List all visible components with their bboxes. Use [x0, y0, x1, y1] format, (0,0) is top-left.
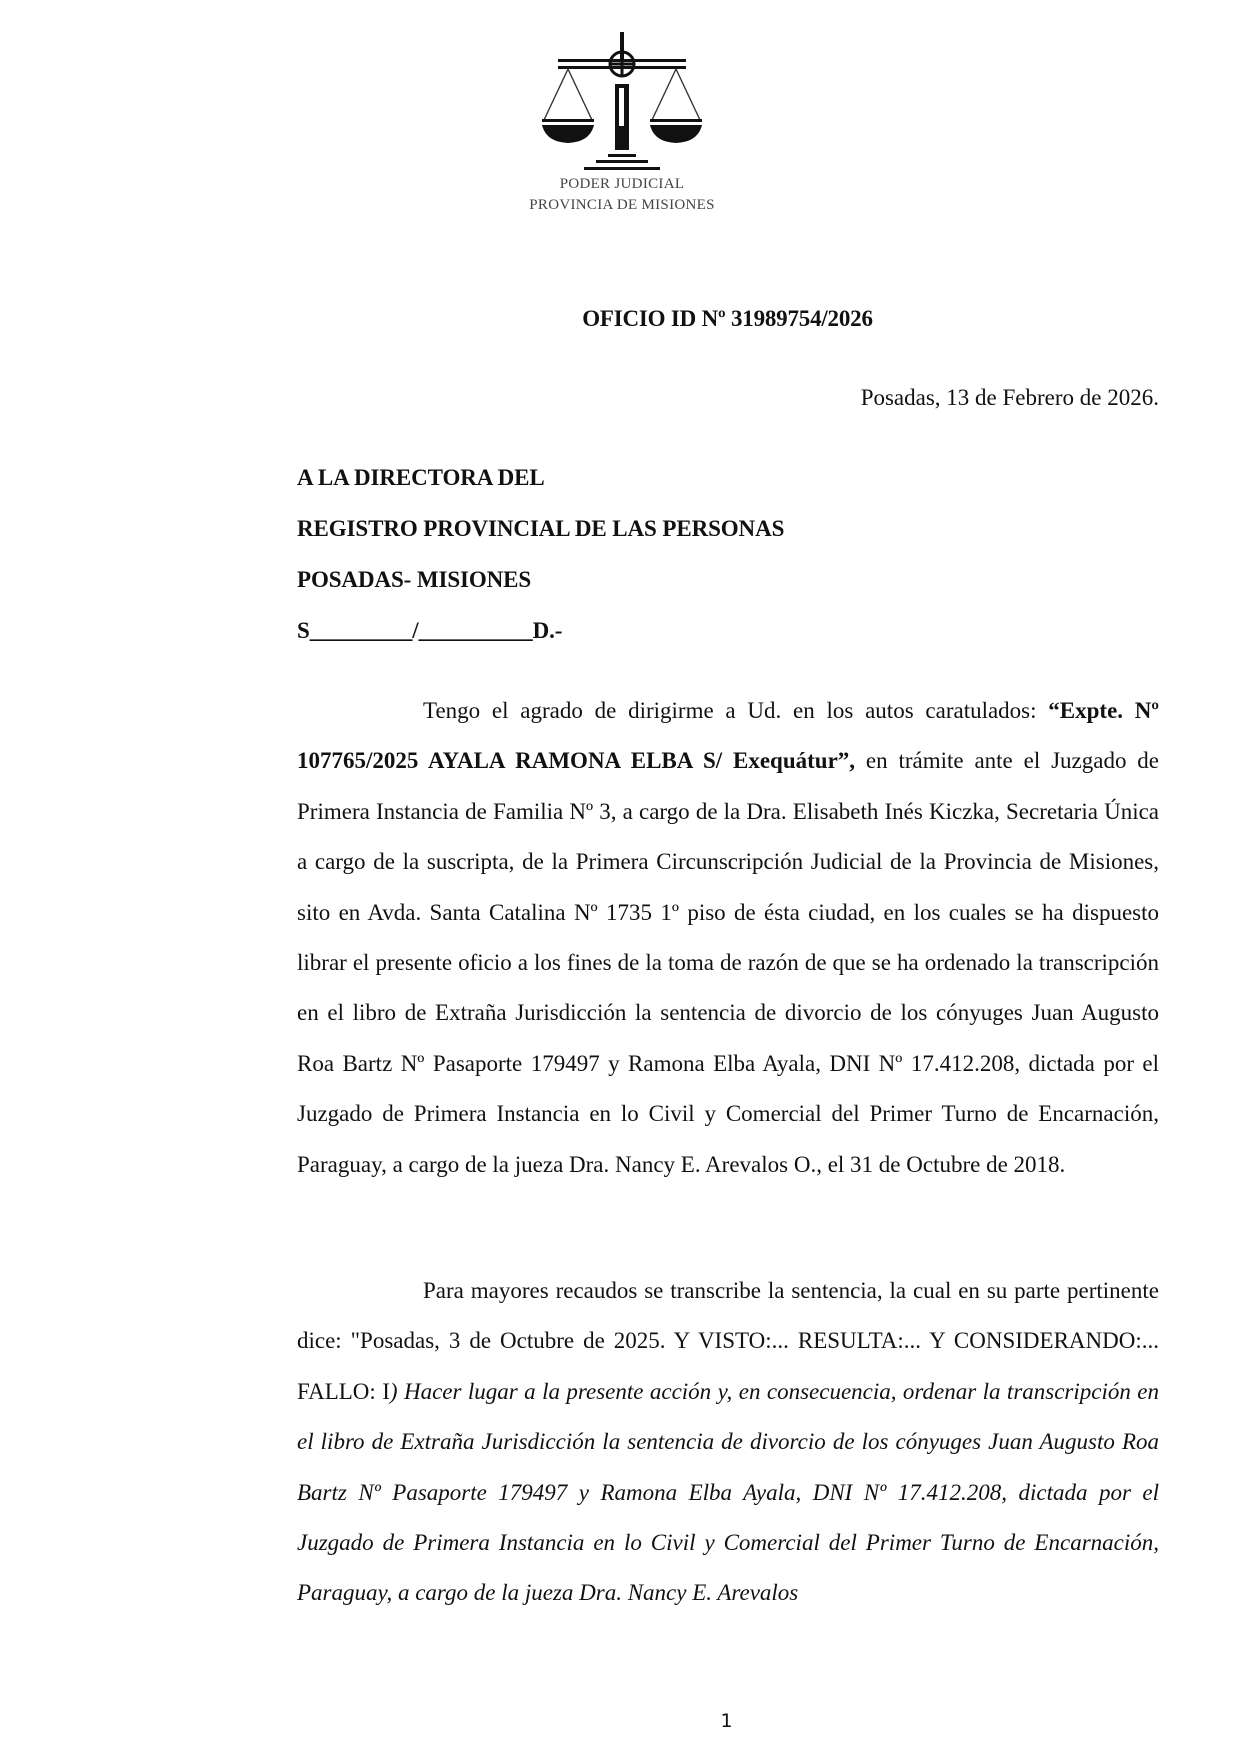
scales-of-justice-icon — [538, 30, 706, 176]
addressee-line-2: REGISTRO PROVINCIAL DE LAS PERSONAS — [297, 516, 785, 541]
paragraph-sentence-transcript — [297, 1266, 1159, 1619]
addressee-line-1: A LA DIRECTORA DEL — [297, 465, 545, 490]
paragraph-body: en trámite ante el Juzgado de Primera Instancia de Familia Nº 3, a cargo de la Dra. Elisabeth Inés Kiczka, Secretaria Única a cargo de la suscripta, de la Primera Circunscripción Judicial de la Provincia de Misiones, sito en Avda. Santa Catalina Nº 1735 1º piso de ésta ciudad, en los cuales se ha dispuesto librar el presente oficio a los fines de la toma de razón de que se ha ordenado la transcripción en el libro de Extraña Jurisdicción la sentencia de divorcio de los cónyuges Juan Augusto Roa Bartz Nº Pasaporte 179497 y Ramona Elba Ayala, DNI Nº 17.412.208, dictada por el Juzgado de Primera Instancia en lo Civil y Comercial del Primer Turno de Encarnación, Paraguay, a cargo de la jueza Dra. Nancy E. Arevalos O., el 31 de Octubre de 2018. — [297, 748, 1160, 1177]
transcript-intro: Para mayores recaudos se transcribe la sentencia, la cual en su parte pertinente dice: "Posadas, 3 de Octubre de 2025. Y VISTO:... RESULTA:... Y CONSIDERANDO:... FALLO: I — [297, 1278, 1159, 1404]
logo-text-poder-judicial: PODER JUDICIAL — [559, 176, 685, 192]
document-title: OFICIO ID Nº 31989754/2026 — [582, 306, 873, 331]
addressee-salutation: S_________/__________D.- — [297, 618, 563, 643]
paragraph-intro: Tengo el agrado de dirigirme a Ud. en los autos caratulados: — [423, 698, 1049, 723]
document-date: Posadas, 13 de Febrero de 2026. — [860, 385, 1159, 410]
paragraph-case-details — [297, 686, 1159, 1190]
logo-text-provincia: PROVINCIA DE MISIONES — [529, 197, 715, 213]
quoted-ruling: ) Hacer lugar a la presente acción y, en consecuencia, ordenar la transcripción en el libro de Extraña Jurisdicción la sentencia de divorcio de los cónyuges Juan Augusto Roa Bartz Nº Pasaporte 179497 y Ramona Elba Ayala, DNI Nº 17.412.208, dictada por el Juzgado de Primera Instancia en lo Civil y Comercial del Primer Turno de Encarnación, Paraguay, a cargo de la jueza Dra. Nancy E. Arevalos — [297, 1378, 1159, 1606]
poder-judicial-logo — [512, 30, 732, 220]
addressee-line-3: POSADAS- MISIONES — [297, 567, 532, 592]
page-number: 1 — [720, 1710, 733, 1732]
case-title: “Expte. Nº 107765/2025 AYALA RAMONA ELBA S/ Exequátur”, — [297, 698, 1160, 774]
